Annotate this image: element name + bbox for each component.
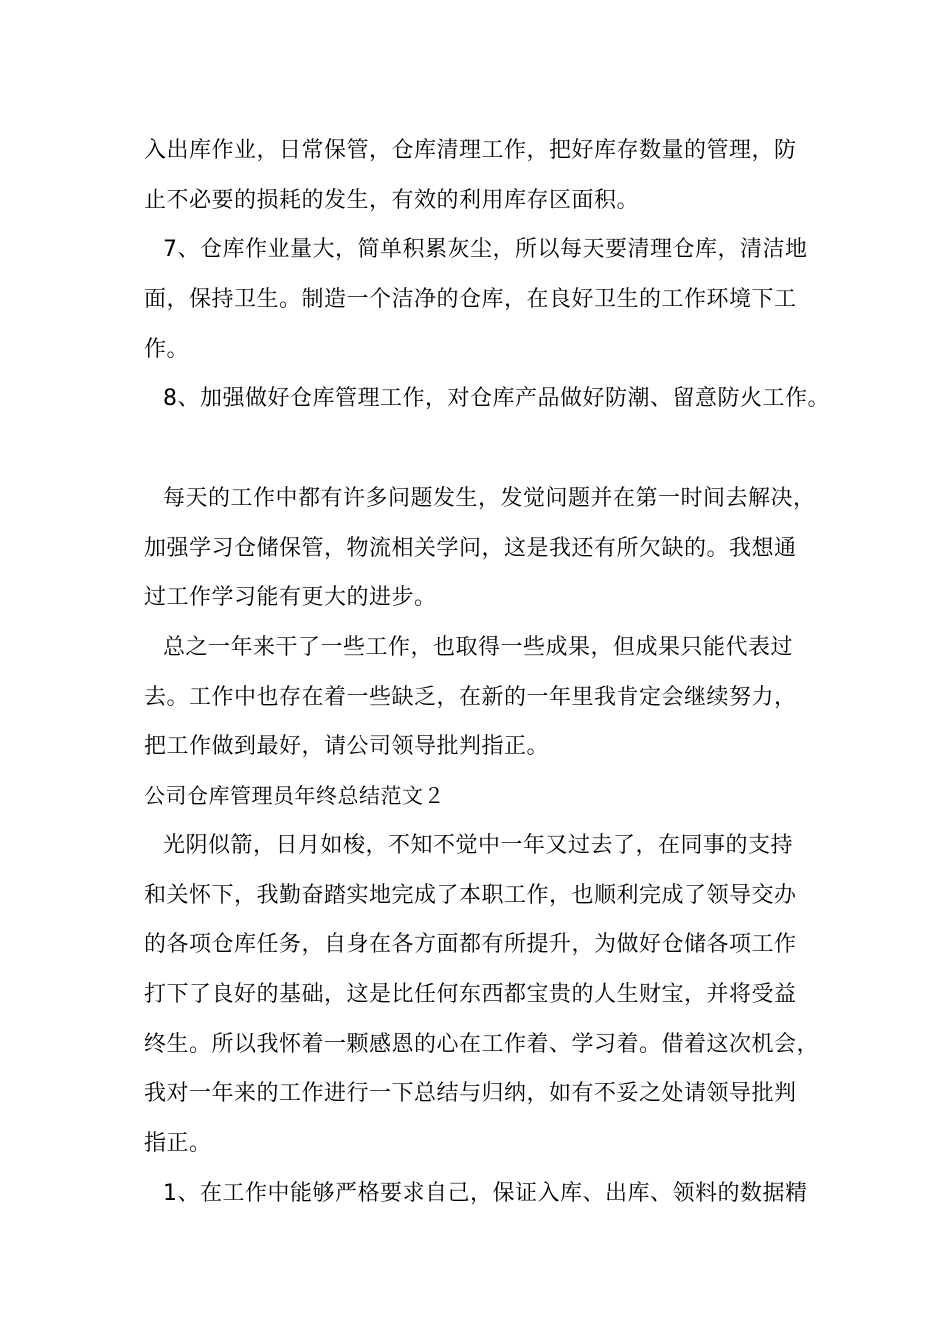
section-heading: 公司仓库管理员年终总结范文２: [144, 784, 445, 808]
paragraph-line: 打下了良好的基础，这是比任何东西都宝贵的人生财宝，并将受益: [144, 982, 797, 1007]
paragraph-line: 入出库作业，日常保管，仓库清理工作，把好库存数量的管理，防: [144, 138, 797, 163]
paragraph-line: 把工作做到最好，请公司领导批判指正。: [144, 734, 550, 759]
paragraph-line: 过工作学习能有更大的进步。: [144, 585, 437, 610]
list-item-1-line: 1、在工作中能够严格要求自己，保证入库、出库、领料的数据精: [163, 1181, 808, 1206]
paragraph-line: 指正。: [144, 1131, 212, 1156]
paragraph-line: 面，保持卫生。制造一个洁净的仓库，在良好卫生的工作环境下工: [144, 287, 797, 312]
paragraph-line: 作。: [144, 337, 190, 362]
paragraph-line: 和关怀下，我勤奋踏实地完成了本职工作，也顺利完成了领导交办: [144, 883, 797, 908]
paragraph-line: 加强学习仓储保管，物流相关学问，这是我还有所欠缺的。我想通: [144, 536, 797, 561]
list-item-8-line: 8、加强做好仓库管理工作，对仓库产品做好防潮、留意防火工作。: [163, 386, 830, 411]
paragraph-line: 的各项仓库任务，自身在各方面都有所提升，为做好仓储各项工作: [144, 932, 797, 957]
paragraph-line: 我对一年来的工作进行一下总结与归纳，如有不妥之处请领导批判: [144, 1081, 797, 1106]
paragraph-line: 止不必要的损耗的发生，有效的利用库存区面积。: [144, 188, 640, 213]
list-item-7-line: 7、仓库作业量大，简单积累灰尘，所以每天要清理仓库，清洁地: [163, 237, 808, 262]
paragraph-line: 每天的工作中都有许多问题发生，发觉问题并在第一时间去解决，: [163, 486, 816, 511]
paragraph-line: 去。工作中也存在着一些缺乏，在新的一年里我肯定会继续努力，: [144, 685, 797, 710]
paragraph-line: 光阴似箭，日月如梭，不知不觉中一年又过去了，在同事的支持: [163, 833, 794, 858]
paragraph-line: 总之一年来干了一些工作，也取得一些成果，但成果只能代表过: [163, 635, 794, 660]
paragraph-line: 终生。所以我怀着一颗感恩的心在工作着、学习着。借着这次机会，: [144, 1032, 820, 1057]
